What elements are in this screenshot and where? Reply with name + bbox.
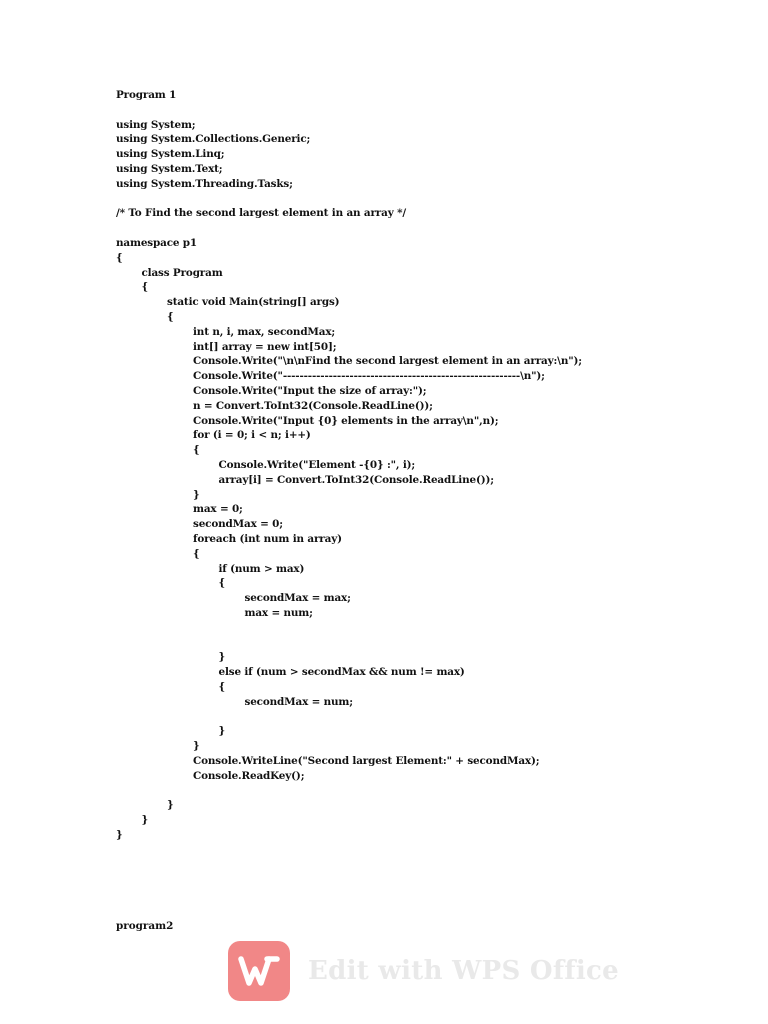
code-line: secondMax = 0;: [193, 518, 283, 531]
code-line: {: [116, 251, 123, 264]
next-program-heading: program2: [116, 920, 174, 932]
code-line: Console.Write("\n\nFind the second largest element in an array:\n");: [193, 355, 582, 368]
code-line: namespace p1: [116, 236, 197, 249]
code-line: /* To Find the second largest element in an array */: [116, 207, 406, 220]
code-line: [116, 192, 736, 207]
code-line: [116, 621, 736, 636]
wps-watermark-text: Edit with WPS Office: [308, 956, 620, 986]
code-line: using System.Text;: [116, 162, 223, 175]
code-line: {: [167, 310, 174, 323]
code-line: static void Main(string[] args): [167, 296, 340, 309]
code-line: }: [193, 740, 200, 753]
code-line: if (num > max): [218, 562, 305, 575]
code-line: [116, 709, 736, 724]
code-line: else if (num > secondMax && num != max): [218, 666, 465, 679]
code-line: [116, 783, 736, 798]
code-line: }: [141, 814, 149, 827]
code-line: [116, 103, 736, 118]
code-line: for (i = 0; i < n; i++): [193, 429, 311, 442]
code-line: {: [218, 680, 226, 693]
code-lines: [116, 103, 736, 843]
code-line: int n, i, max, secondMax;: [193, 325, 336, 338]
code-line: }: [167, 799, 174, 812]
code-line: array[i] = Convert.ToInt32(Console.ReadLine());: [218, 473, 494, 486]
code-line: }: [218, 651, 226, 664]
program-heading: Program 1: [116, 89, 177, 101]
code-line: Console.Write("---------------------------------------------------------\n");: [193, 370, 545, 383]
code-line: secondMax = max;: [244, 592, 351, 605]
code-line: }: [193, 488, 200, 501]
code-line: Console.WriteLine("Second largest Element:" + secondMax);: [193, 754, 540, 767]
code-line: {: [193, 547, 200, 560]
code-block: [116, 88, 736, 843]
code-line: secondMax = num;: [244, 695, 353, 708]
code-line: [116, 221, 736, 236]
code-line: {: [141, 281, 149, 294]
code-line: class Program: [141, 266, 223, 279]
wps-watermark[interactable]: [228, 941, 619, 1001]
code-line: using System;: [116, 118, 196, 131]
code-line: {: [218, 577, 226, 590]
code-line: n = Convert.ToInt32(Console.ReadLine());: [193, 399, 433, 412]
code-line: Console.Write("Element -{0} :", i);: [218, 458, 416, 471]
code-line: using System.Collections.Generic;: [116, 133, 311, 146]
code-line: using System.Linq;: [116, 148, 225, 161]
code-line: Console.Write("Input {0} elements in the array\n",n);: [193, 414, 499, 427]
code-line: Console.Write("Input the size of array:");: [193, 384, 427, 397]
code-line: using System.Threading.Tasks;: [116, 177, 293, 190]
wps-office-icon: [228, 941, 290, 1001]
code-line: max = num;: [244, 606, 313, 619]
code-line: Console.ReadKey();: [193, 769, 305, 782]
code-line: foreach (int num in array): [193, 532, 342, 545]
code-line: }: [218, 725, 226, 738]
code-line: {: [193, 444, 200, 457]
code-line: [116, 635, 736, 650]
code-line: }: [116, 828, 123, 841]
code-line: max = 0;: [193, 503, 243, 516]
code-line: int[] array = new int[50];: [193, 340, 337, 353]
